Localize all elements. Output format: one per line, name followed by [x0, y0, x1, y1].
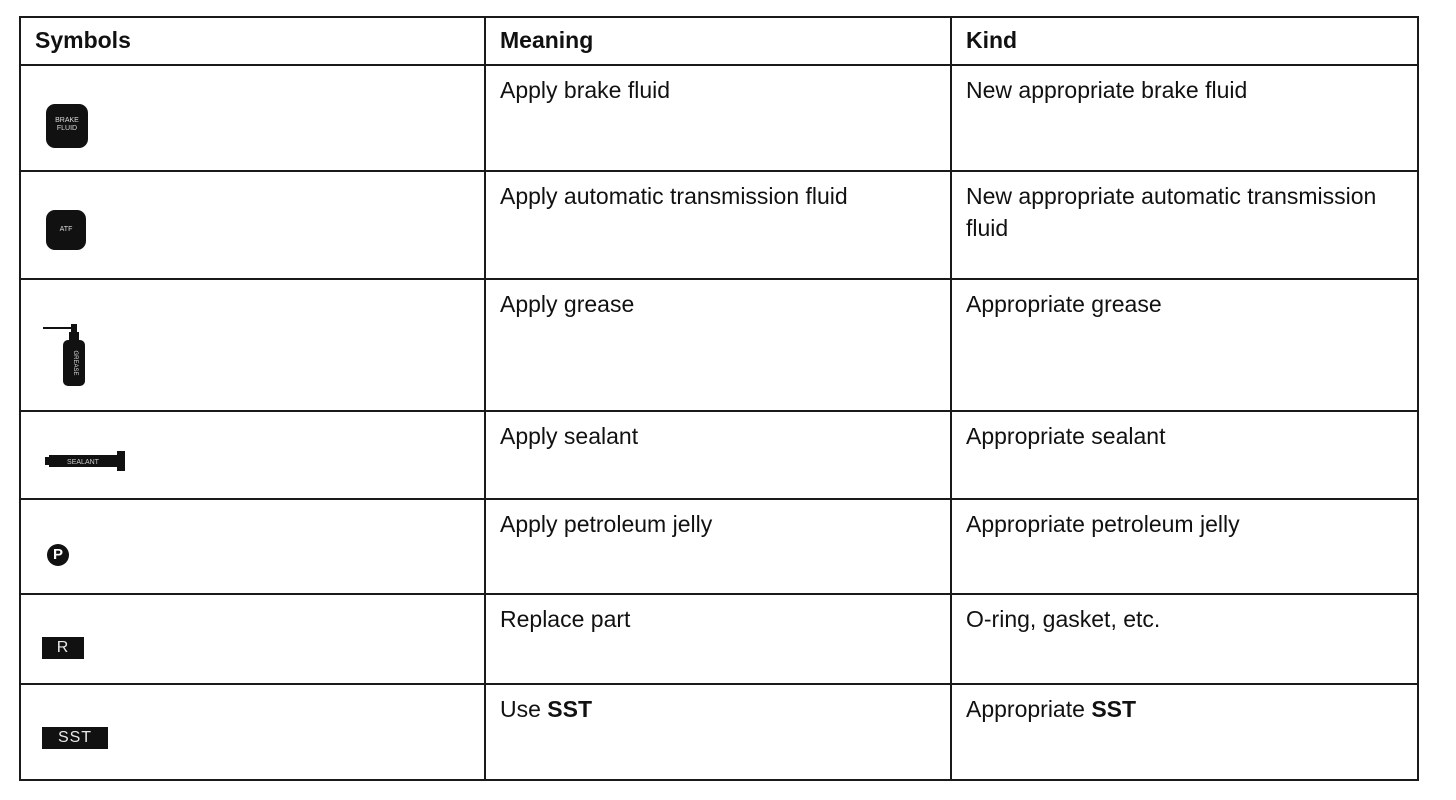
- symbol-cell: [20, 171, 485, 279]
- table-row: [20, 684, 1418, 780]
- meaning-cell: Apply petroleum jelly: [485, 499, 951, 594]
- meaning-cell: Replace part: [485, 594, 951, 684]
- atf-can-icon: [46, 210, 86, 250]
- symbols-table: [19, 16, 1419, 781]
- icon-label: GREASE: [72, 350, 78, 376]
- table-row: [20, 411, 1418, 499]
- icon-label: SST: [57, 729, 93, 746]
- meaning-cell: Apply brake fluid: [485, 65, 951, 171]
- icon-label: BRAKE FLUID: [55, 117, 79, 132]
- header-kind: Kind: [951, 17, 1418, 65]
- sealant-tube-icon: [45, 450, 127, 472]
- meaning-cell: Apply sealant: [485, 411, 951, 499]
- meaning-bold: SST: [547, 696, 593, 722]
- kind-prefix: Appropriate: [966, 696, 1092, 722]
- header-symbols: Symbols: [20, 17, 485, 65]
- table-row: [20, 499, 1418, 594]
- meaning-prefix: Use: [500, 696, 548, 722]
- icon-label: SEALANT: [67, 459, 99, 466]
- header-row: [20, 17, 1418, 65]
- kind-cell: O-ring, gasket, etc.: [951, 594, 1418, 684]
- icon-label: R: [56, 639, 70, 656]
- kind-cell: [951, 684, 1418, 780]
- header-meaning: Meaning: [485, 17, 951, 65]
- kind-cell: Appropriate petroleum jelly: [951, 499, 1418, 594]
- icon-label: ATF: [59, 226, 73, 233]
- meaning-cell: Apply grease: [485, 279, 951, 411]
- icon-label: P: [52, 546, 63, 563]
- symbol-cell: [20, 65, 485, 171]
- table-row: [20, 65, 1418, 171]
- petroleum-jelly-icon: [47, 544, 69, 566]
- table-row: [20, 171, 1418, 279]
- replace-part-icon: [42, 637, 84, 659]
- kind-cell: Appropriate sealant: [951, 411, 1418, 499]
- table-row: [20, 279, 1418, 411]
- kind-cell: New appropriate automatic transmission fluid: [951, 171, 1418, 279]
- symbol-cell: [20, 279, 485, 411]
- symbol-cell: [20, 411, 485, 499]
- meaning-cell: [485, 684, 951, 780]
- kind-cell: New appropriate brake fluid: [951, 65, 1418, 171]
- grease-gun-icon: [43, 318, 89, 388]
- kind-bold: SST: [1091, 696, 1137, 722]
- symbol-cell: [20, 594, 485, 684]
- symbol-cell: [20, 684, 485, 780]
- meaning-cell: Apply automatic transmission fluid: [485, 171, 951, 279]
- table-row: [20, 594, 1418, 684]
- kind-cell: Appropriate grease: [951, 279, 1418, 411]
- sst-icon: [42, 727, 108, 749]
- symbol-cell: [20, 499, 485, 594]
- brake-fluid-can-icon: [46, 104, 88, 148]
